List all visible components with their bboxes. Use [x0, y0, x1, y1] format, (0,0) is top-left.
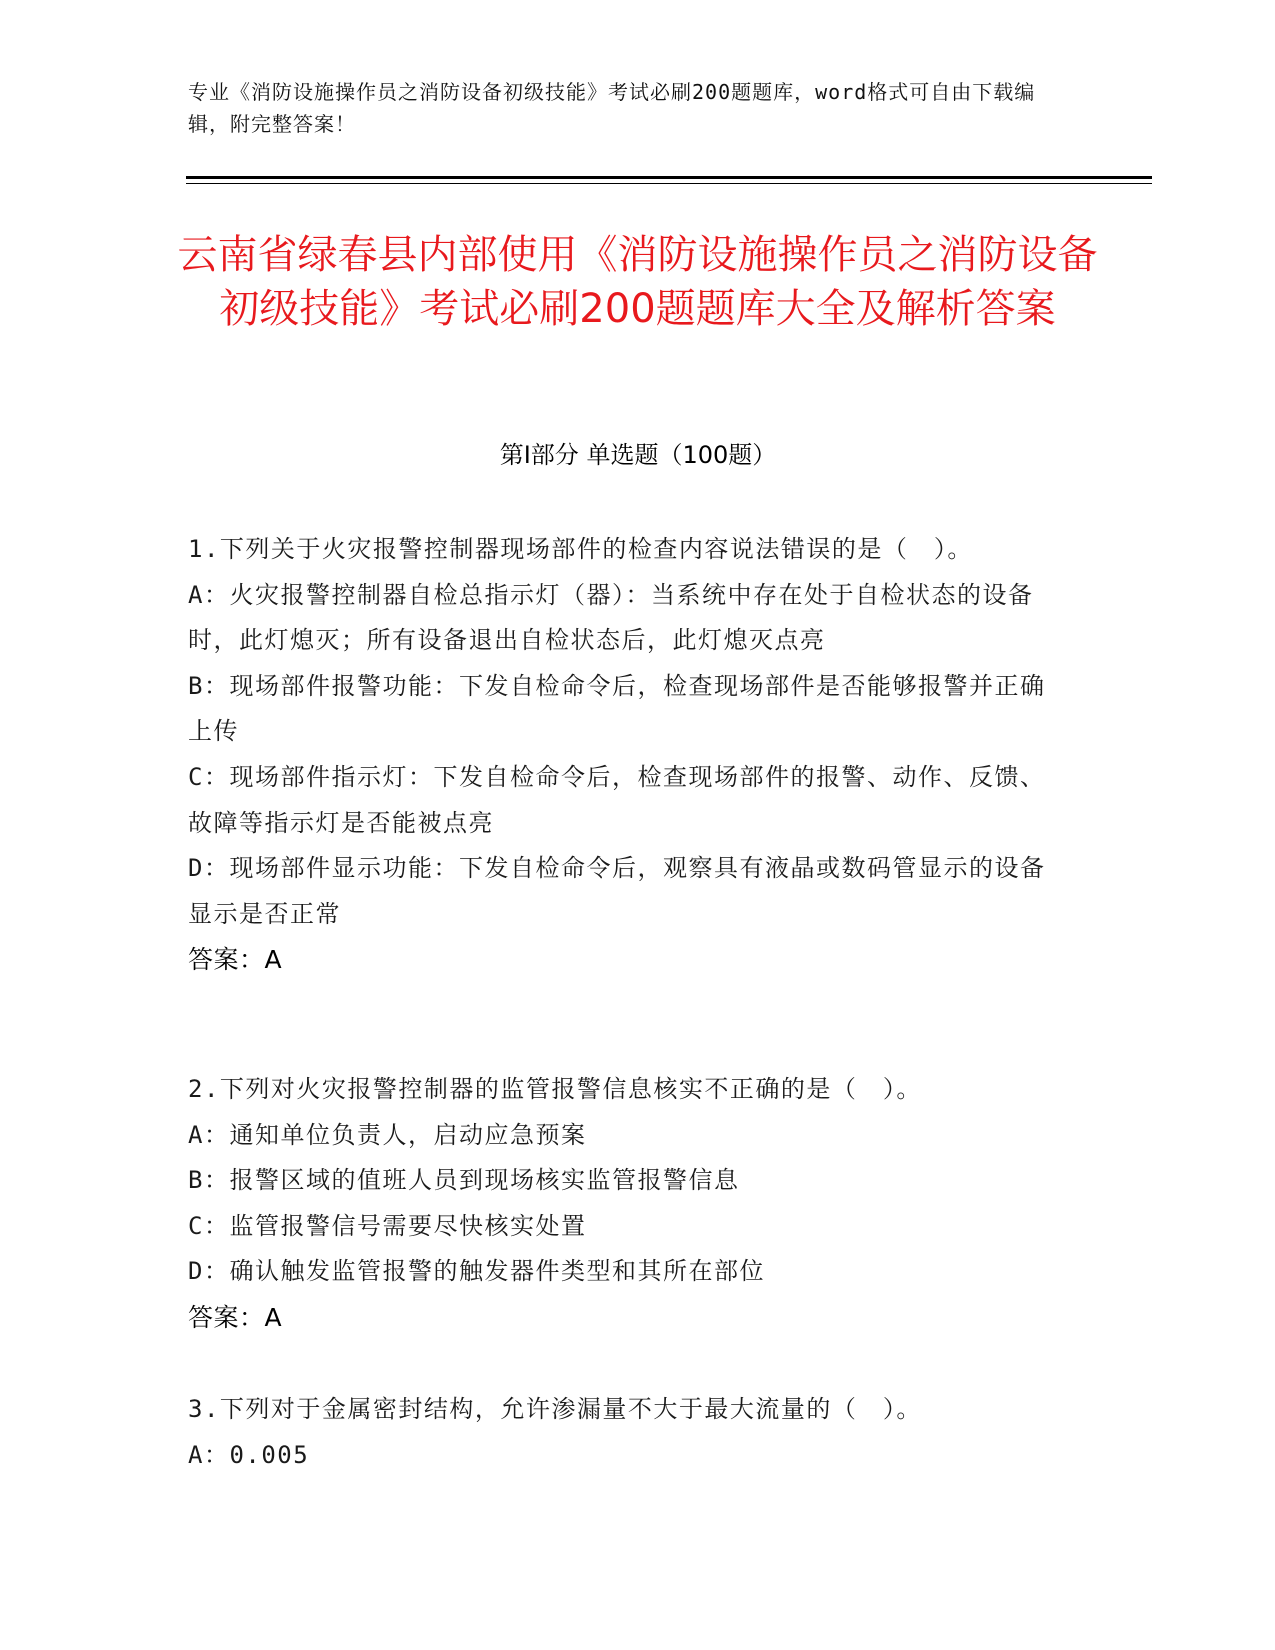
question-stem: 1.下列关于火灾报警控制器现场部件的检查内容说法错误的是（ ）。 — [188, 535, 973, 563]
option-b: B：报警区域的值班人员到现场核实监管报警信息 — [188, 1166, 740, 1195]
question-3 — [188, 1387, 1068, 1478]
option-c: C：监管报警信号需要尽快核实处置 — [188, 1211, 587, 1240]
option-a: A：火灾报警控制器自检总指示灯（器）：当系统中存在处于自检状态的设备时，此灯熄灭；所有设备退出自检状态后，此灯熄灭点亮 — [188, 580, 1034, 655]
header-divider-thin — [186, 183, 1152, 184]
answer-label: 答案：A — [188, 1302, 283, 1332]
option-c: C：现场部件指示灯：下发自检命令后，检查现场部件的报警、动作、反馈、故障等指示灯是否能被点亮 — [188, 762, 1046, 837]
option-b: B：现场部件报警功能：下发自检命令后，检查现场部件是否能够报警并正确上传 — [188, 671, 1046, 746]
option-d: D：现场部件显示功能：下发自检命令后，观察具有液晶或数码管显示的设备显示是否正常 — [188, 854, 1046, 928]
question-stem: 2.下列对火灾报警控制器的监管报警信息核实不正确的是（ ）。 — [188, 1075, 922, 1103]
header-note: 专业《消防设施操作员之消防设备初级技能》考试必刷200题题库，word格式可自由下载编辑，附完整答案！ — [188, 80, 1036, 136]
question-2 — [188, 1067, 1068, 1341]
option-a: A：通知单位负责人，启动应急预案 — [188, 1120, 587, 1149]
option-d: D：确认触发监管报警的触发器件类型和其所在部位 — [188, 1257, 765, 1286]
option-a: A：0.005 — [188, 1440, 310, 1469]
question-1 — [188, 527, 1068, 983]
document-title: 云南省绿春县内部使用《消防设施操作员之消防设备初级技能》考试必刷200题题库大全及解析答案 — [177, 232, 1098, 332]
answer-label: 答案：A — [188, 945, 283, 975]
section-title: 第Ⅰ部分 单选题（100题） — [499, 441, 777, 469]
header-divider-thick — [186, 176, 1152, 179]
question-stem: 3.下列对于金属密封结构，允许渗漏量不大于最大流量的（ ）。 — [188, 1395, 922, 1423]
